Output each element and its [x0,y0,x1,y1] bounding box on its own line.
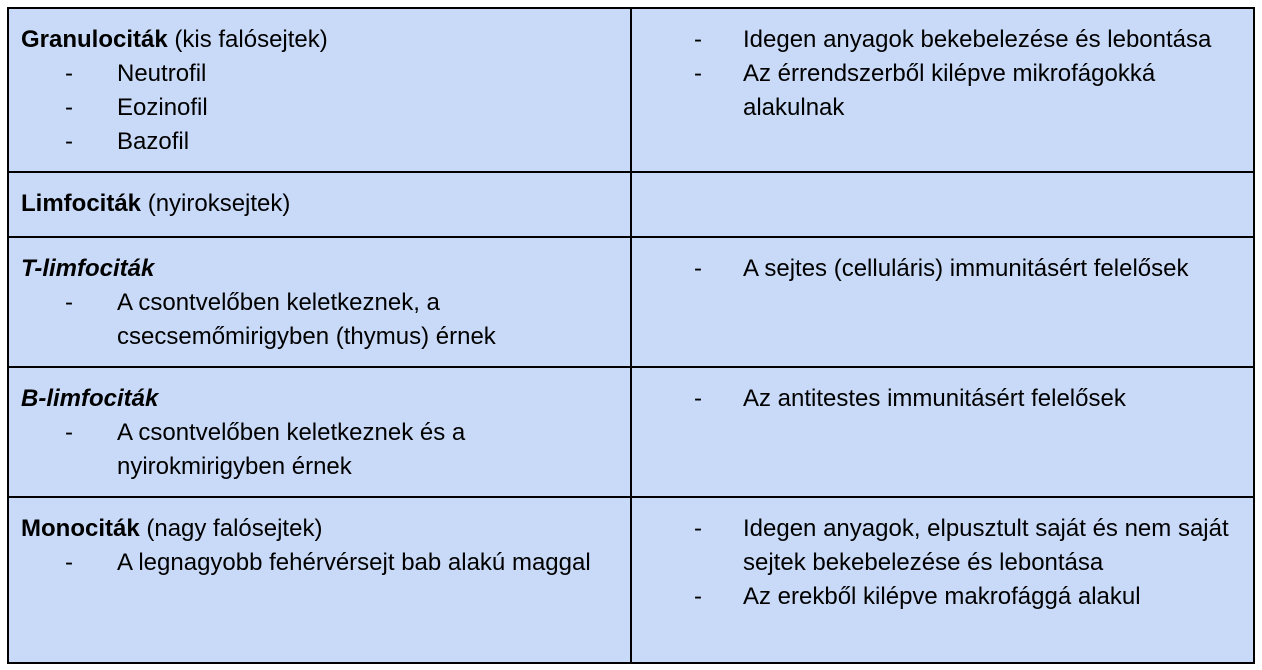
function-cell [631,8,1254,172]
table-row [8,497,1254,663]
dash-bullet: - [694,515,702,542]
cell-title: Monociták [21,515,140,542]
dash-bullet: - [694,583,702,610]
dash-bullet: - [65,289,73,316]
cell-heading [21,512,618,546]
list-item [21,57,618,91]
table-row [8,172,1254,237]
dash-bullet: - [694,26,702,53]
function-cell [631,172,1254,237]
list-item-text: Idegen anyagok bekebelezése és lebontása [743,26,1212,53]
list-item [21,416,618,484]
table-row [8,367,1254,497]
function-cell [631,237,1254,367]
cell-subtitle: (nyiroksejtek) [141,190,291,217]
list-item [21,125,618,159]
list-item [644,57,1241,125]
cell-title: Granulociták [21,26,168,53]
cell-type-cell [8,172,631,237]
list-item [644,512,1241,580]
list-item-text: Eozinofil [117,94,208,121]
list-item [21,91,618,125]
list-item [644,252,1241,286]
white-blood-cell-table [7,7,1255,664]
list-item-text: Az erekből kilépve makrofággá alakul [743,583,1141,610]
cell-heading [21,23,618,57]
cell-heading [21,252,618,286]
dash-bullet: - [65,128,73,155]
cell-type-cell [8,8,631,172]
dash-bullet: - [65,60,73,87]
dash-bullet: - [694,60,702,87]
dash-bullet: - [65,419,73,446]
dash-bullet: - [65,94,73,121]
cell-type-cell [8,497,631,663]
function-cell [631,497,1254,663]
dash-bullet: - [65,549,73,576]
cell-type-cell [8,367,631,497]
list-item-text: Neutrofil [117,60,207,87]
list-item [21,286,618,354]
table-row [8,8,1254,172]
list-item [644,382,1241,416]
list-item-text: A csontvelőben keletkeznek, a csecsemőmirigyben (thymus) érnek [117,289,496,350]
cell-heading [21,382,618,416]
list-item [644,580,1241,614]
list-item-text: Az antitestes immunitásért felelősek [743,385,1126,412]
list-item-text: A csontvelőben keletkeznek és a nyirokmirigyben érnek [117,419,466,480]
list-item-text: A sejtes (celluláris) immunitásért felelősek [743,255,1189,282]
cell-subtitle: (nagy falósejtek) [139,515,323,542]
cell-title: T-limfociták [21,255,155,282]
cell-subtitle: (kis falósejtek) [167,26,328,53]
cell-type-cell [8,237,631,367]
dash-bullet: - [694,255,702,282]
list-item [21,546,618,580]
cell-heading [21,187,618,221]
function-cell [631,367,1254,497]
list-item-text: A legnagyobb fehérvérsejt bab alakú maggal [117,549,591,576]
list-item-text: Bazofil [117,128,190,155]
cell-title: Limfociták [21,190,142,217]
dash-bullet: - [694,385,702,412]
table-row [8,237,1254,367]
list-item-text: Az érrendszerből kilépve mikrofágokká alakulnak [743,60,1156,121]
list-item [644,23,1241,57]
list-item-text: Idegen anyagok, elpusztult saját és nem saját sejtek bekebelezése és lebontása [743,515,1229,576]
cell-title: B-limfociták [21,385,159,412]
